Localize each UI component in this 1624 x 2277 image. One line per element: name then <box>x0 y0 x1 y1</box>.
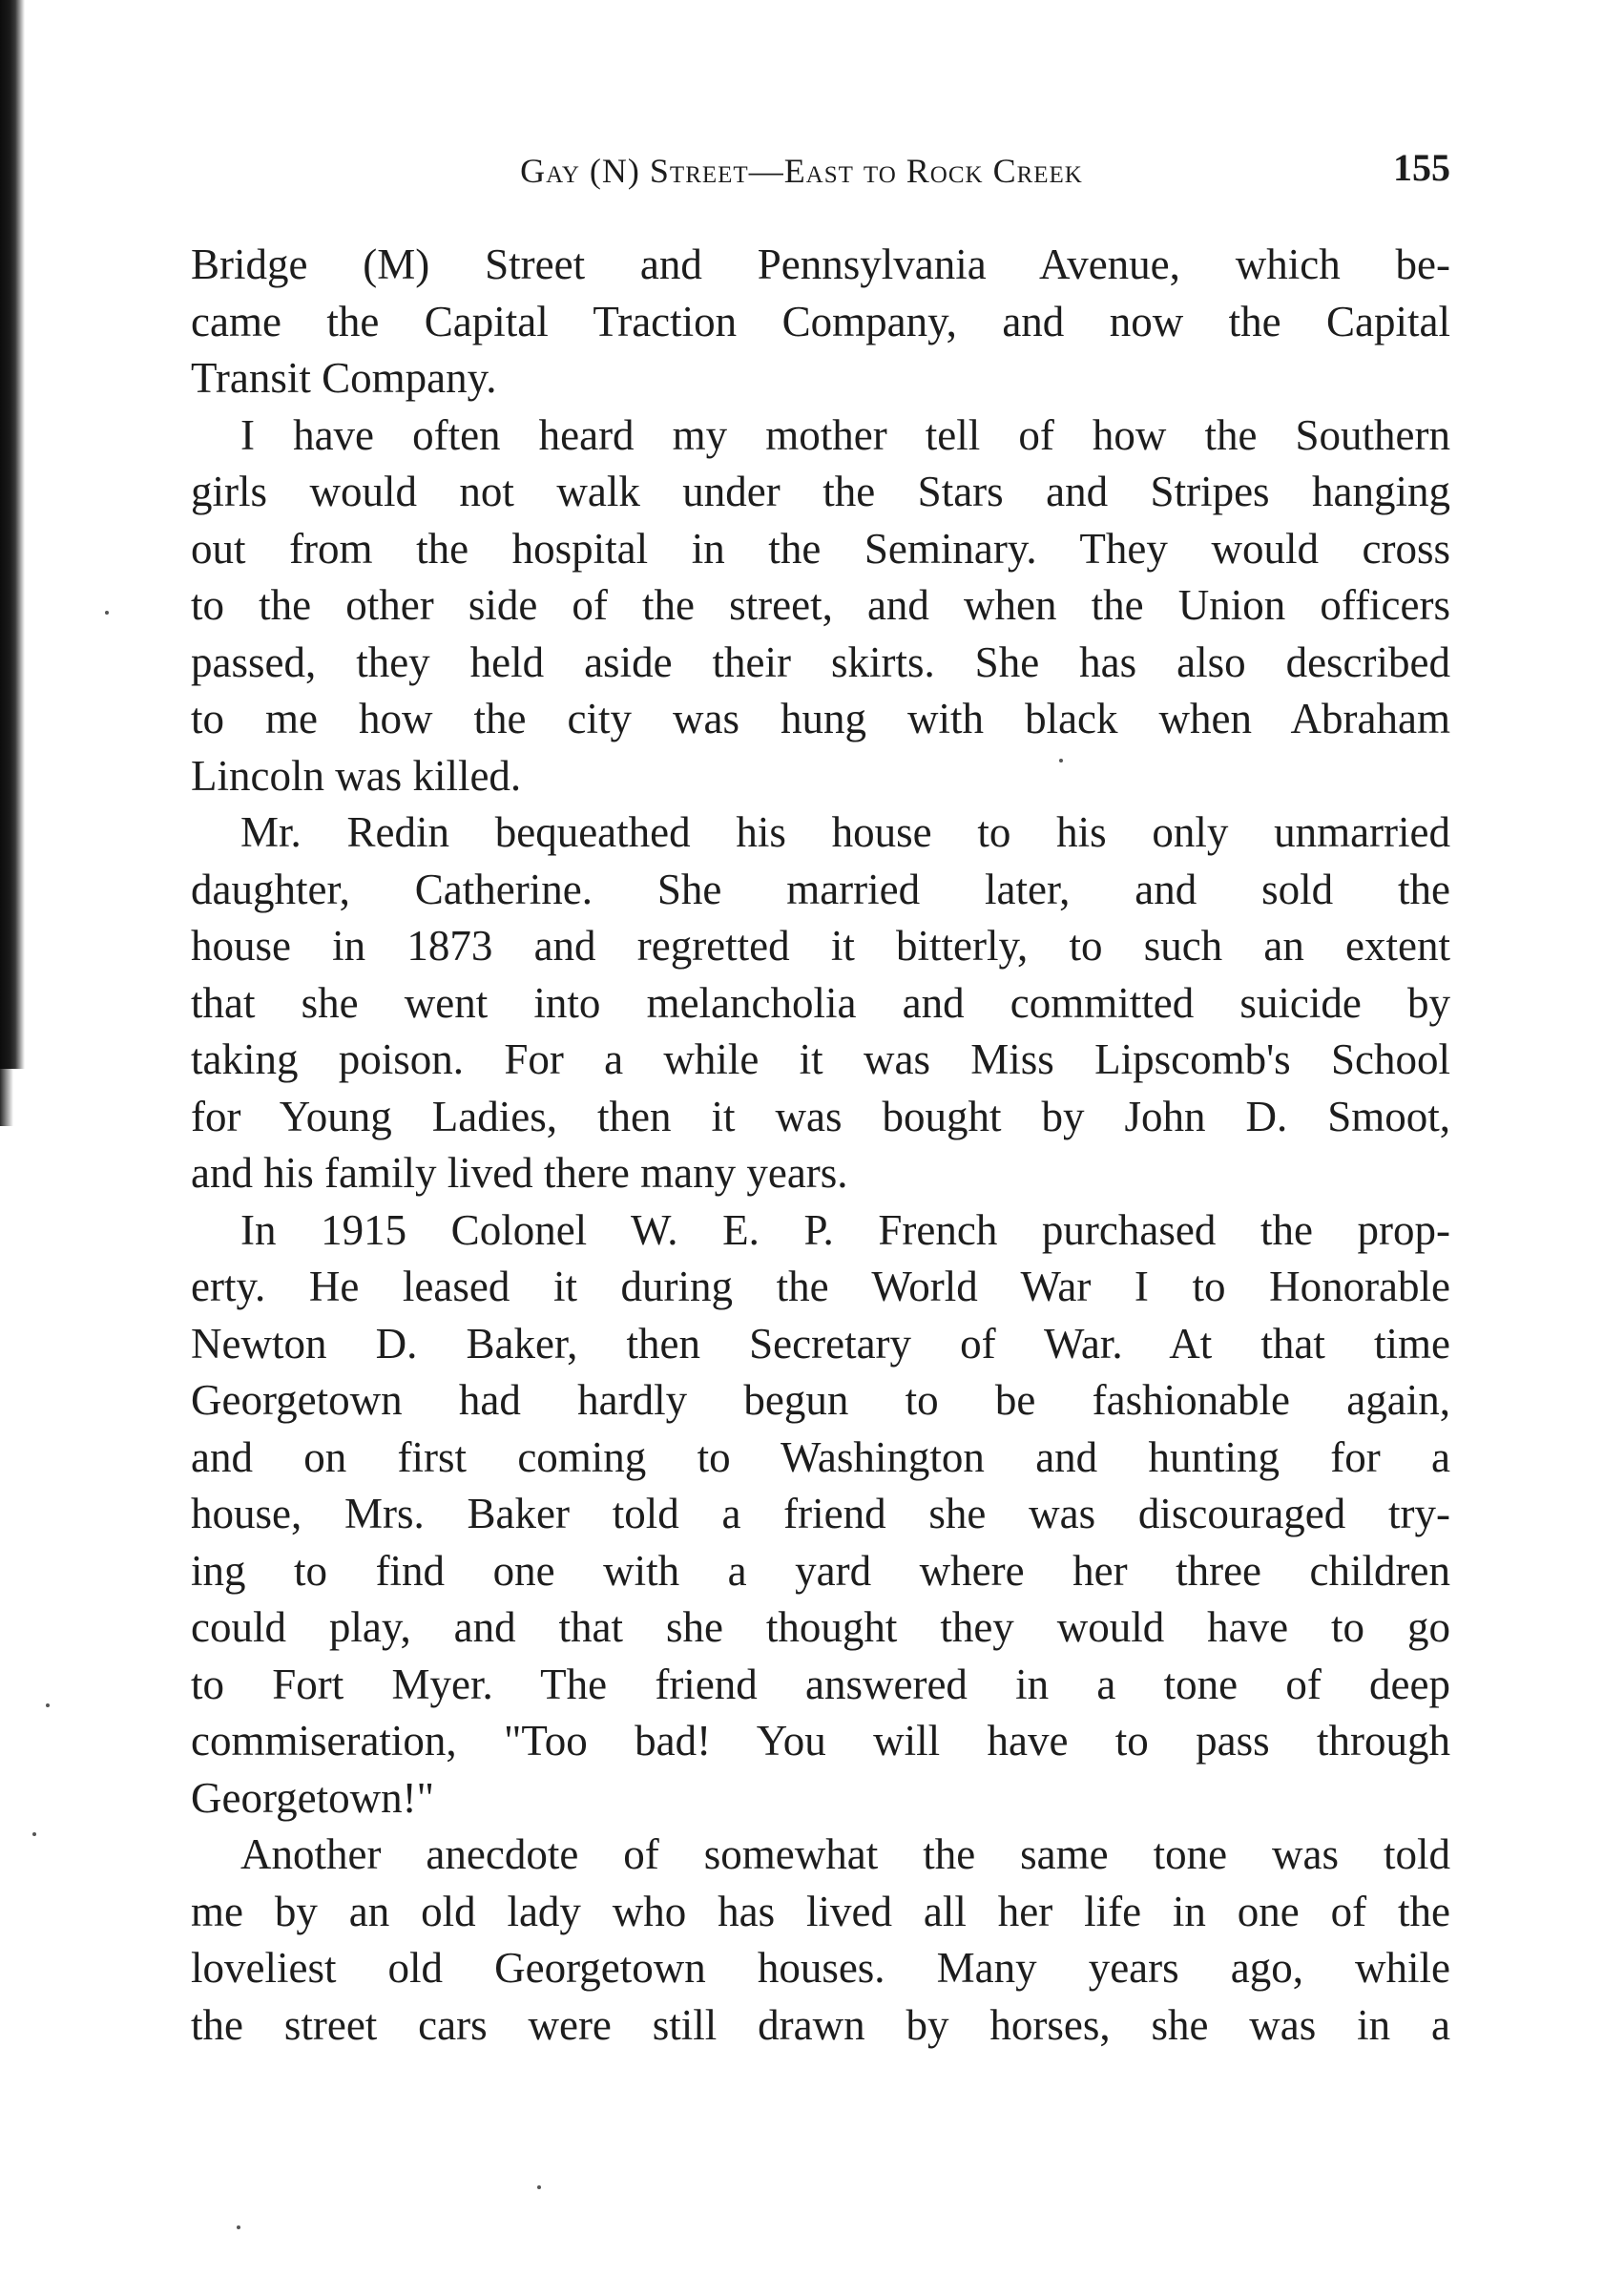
text-line: came the Capital Traction Company, and now the Capital <box>191 297 1450 345</box>
text-line: to me how the city was hung with black when Abraham <box>191 695 1450 742</box>
scan-speck <box>237 2225 240 2229</box>
text-line: that she went into melancholia and committed suicide by <box>191 978 1450 1027</box>
paragraph <box>191 407 1450 805</box>
text-line: out from the hospital in the Seminary. They would cross <box>191 524 1450 573</box>
binding-edge-shadow-lower <box>0 1069 13 1126</box>
text-line: In 1915 Colonel W. E. P. French purchased the prop- <box>240 1205 1450 1254</box>
text-line: daughter, Catherine. She married later, and sold the <box>191 865 1450 913</box>
paragraph <box>191 1202 1450 1828</box>
text-line: for Young Ladies, then it was bought by John D. Smoot, <box>191 1092 1450 1140</box>
body-text <box>191 237 1450 2054</box>
text-line: erty. He leased it during the World War I to Honorable <box>191 1263 1450 1310</box>
text-line: to Fort Myer. The friend answered in a tone of deep <box>191 1660 1450 1708</box>
text-line: ing to find one with a yard where her three children <box>191 1546 1450 1595</box>
scan-speck <box>105 611 109 615</box>
text-line: house in 1873 and regretted it bitterly, to such an extent <box>191 922 1450 970</box>
text-line: the street cars were still drawn by horses, she was in a <box>191 2000 1450 2049</box>
page-number: 155 <box>1393 146 1450 189</box>
text-line: I have often heard my mother tell of how the Southern <box>240 410 1450 459</box>
text-line: commiseration, "Too bad! You will have to pass through <box>191 1717 1450 1765</box>
text-line: Newton D. Baker, then Secretary of War. At that time <box>191 1319 1450 1368</box>
text-line: Georgetown had hardly begun to be fashionable again, <box>191 1376 1450 1424</box>
paragraph <box>191 1827 1450 2054</box>
scan-speck <box>46 1703 50 1707</box>
scan-speck <box>537 2185 541 2189</box>
paragraph <box>191 237 1450 407</box>
text-line: to the other side of the street, and when the Union officers <box>191 581 1450 629</box>
text-line: loveliest old Georgetown houses. Many years ago, while <box>191 1944 1450 1992</box>
text-line: Georgetown!" <box>191 1773 434 1822</box>
binding-edge-shadow <box>0 0 25 1069</box>
text-line: Bridge (M) Street and Pennsylvania Avenue, which be- <box>191 240 1450 288</box>
text-line: me by an old lady who has lived all her life in one of the <box>191 1887 1450 1935</box>
text-line: Mr. Redin bequeathed his house to his only unmarried <box>240 808 1450 856</box>
text-line: Lincoln was killed. <box>191 751 522 800</box>
text-line: girls would not walk under the Stars and Stripes hanging <box>191 468 1450 515</box>
text-line: house, Mrs. Baker told a friend she was discouraged try- <box>191 1490 1450 1537</box>
text-line: could play, and that she thought they would have to go <box>191 1603 1450 1651</box>
text-line: Another anecdote of somewhat the same tone was told <box>240 1830 1450 1878</box>
text-line: taking poison. For a while it was Miss Lipscomb's School <box>191 1035 1450 1083</box>
text-line: and his family lived there many years. <box>191 1149 848 1197</box>
running-head <box>191 146 1450 198</box>
text-line: passed, they held aside their skirts. She has also described <box>191 637 1450 686</box>
scan-speck <box>32 1832 36 1836</box>
text-line: Transit Company. <box>191 354 497 402</box>
running-title: Gay (N) Street—East to Rock Creek <box>520 152 1083 190</box>
paragraph <box>191 804 1450 1202</box>
text-line: and on first coming to Washington and hunting for a <box>191 1432 1450 1481</box>
